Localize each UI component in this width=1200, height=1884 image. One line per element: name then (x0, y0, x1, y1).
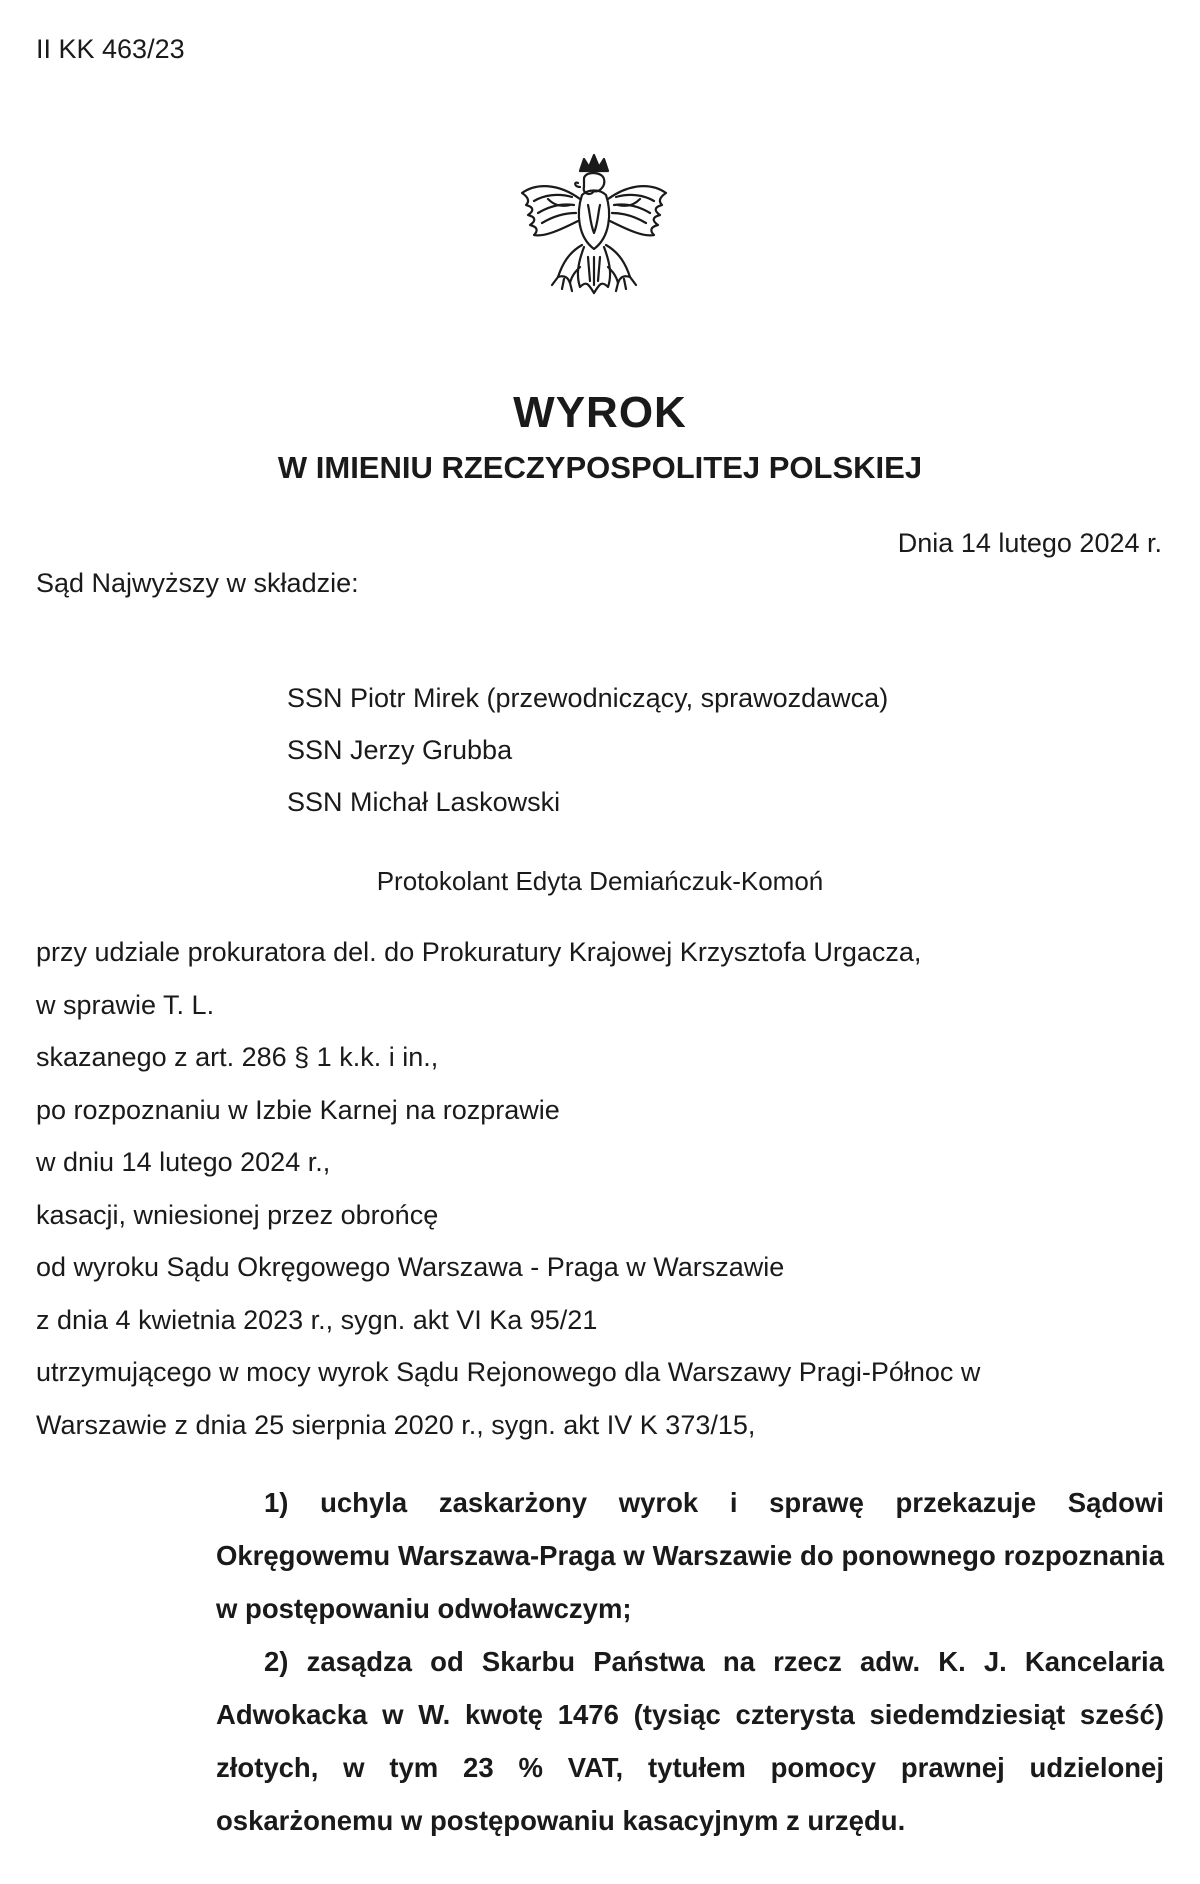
judges-list (287, 672, 888, 828)
verdict-point: 2) zasądza od Skarbu Państwa na rzecz adw. K. J. Kancelaria Adwokacka w W. kwotę 1476 (tysiąc czterysta siedemdziesiąt sześć) złotych, w tym 23 % VAT, tytułem pomocy prawnej udzielonej oskarżonemu w postępowaniu kasacyjnym z urzędu. (216, 1646, 1164, 1836)
judge-item: SSN Michał Laskowski (287, 787, 561, 817)
verdict-point: 1) uchyla zaskarżony wyrok i sprawę przekazuje Sądowi Okręgowemu Warszawa-Praga w Warszawie do ponownego rozpoznania w postępowaniu odwoławczym; (216, 1487, 1164, 1624)
document-title: WYROK (513, 388, 687, 437)
case-detail-line: od wyroku Sądu Okręgowego Warszawa - Praga w Warszawie (36, 1252, 785, 1282)
case-detail-line: w dniu 14 lutego 2024 r., (36, 1147, 331, 1177)
verdict-section (216, 1476, 1164, 1847)
judge-item: SSN Piotr Mirek (przewodniczący, sprawozdawca) (287, 683, 889, 713)
case-detail-line: w sprawie T. L. (36, 989, 215, 1020)
judgment-date: Dnia 14 lutego 2024 r. (897, 528, 1162, 558)
judge-item: SSN Jerzy Grubba (287, 735, 513, 765)
case-detail-line: Warszawie z dnia 25 sierpnia 2020 r., sygn. akt IV K 373/15, (36, 1409, 756, 1440)
court-composition-label: Sąd Najwyższy w składzie: (36, 568, 359, 598)
case-detail-line: kasacji, wniesionej przez obrońcę (36, 1199, 439, 1230)
court-recorder: Protokolant Edyta Demiańczuk-Komoń (376, 866, 824, 896)
case-detail-line: przy udziale prokuratora del. do Prokuratury Krajowej Krzysztofa Urgacza, (36, 937, 922, 967)
polish-eagle-emblem-icon (518, 153, 670, 313)
case-number: II KK 463/23 (36, 34, 185, 64)
case-detail-line: skazanego z art. 286 § 1 k.k. i in., (36, 1042, 439, 1072)
case-detail-line: po rozpoznaniu w Izbie Karnej na rozprawie (36, 1094, 560, 1125)
case-details (36, 926, 1166, 1451)
document-subtitle: W IMIENIU RZECZYPOSPOLITEJ POLSKIEJ (277, 450, 923, 485)
case-detail-line: utrzymującego w mocy wyrok Sądu Rejonowego dla Warszawy Pragi-Północ w (36, 1357, 981, 1387)
case-detail-line: z dnia 4 kwietnia 2023 r., sygn. akt VI Ka 95/21 (36, 1304, 598, 1335)
